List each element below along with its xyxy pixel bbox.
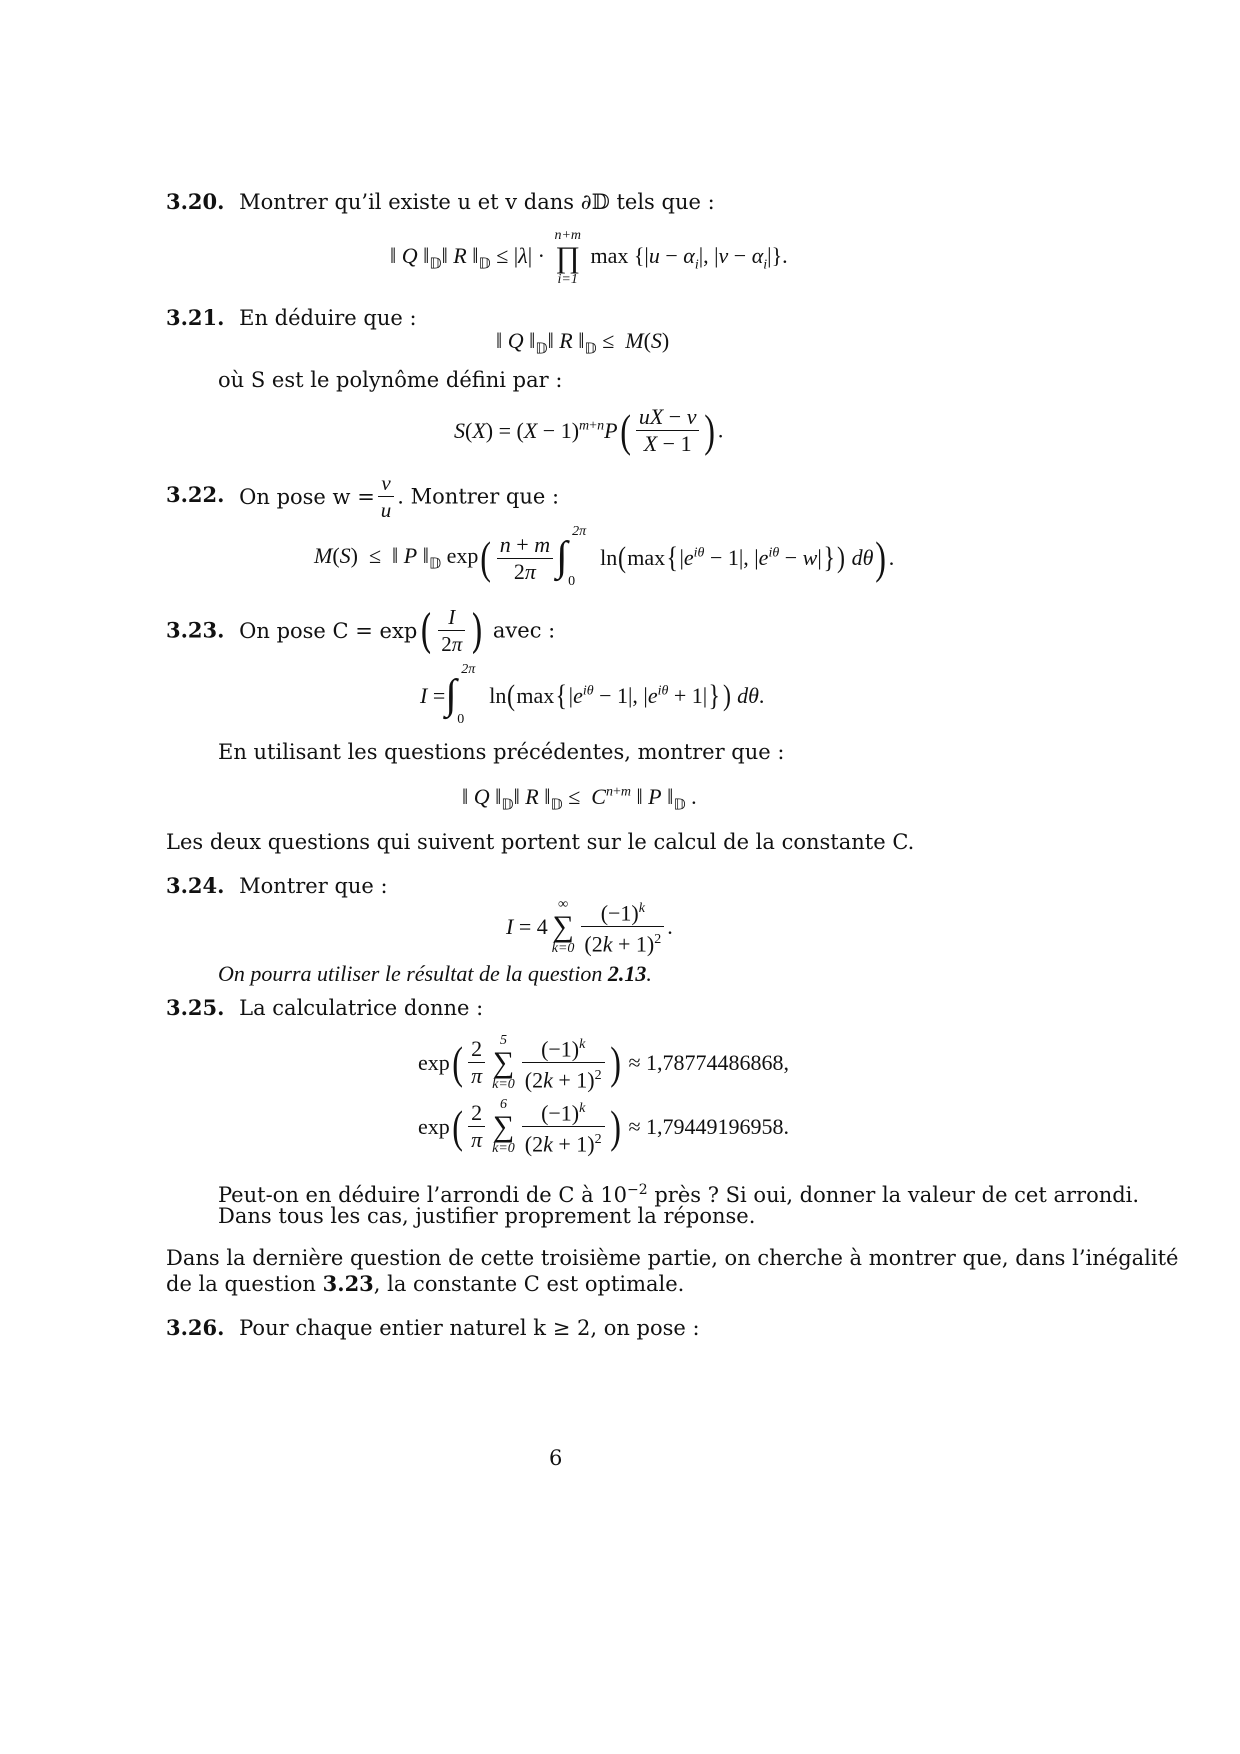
constant-intro: Les deux questions qui suivent portent sur le calcul de la constante C. — [166, 830, 915, 854]
sum-upper-limit: 5 — [499, 1032, 507, 1048]
question-number: 3.25. — [166, 995, 225, 1020]
question-text-pre: On pose w = — [239, 484, 375, 509]
question-number: 3.22. — [166, 482, 225, 507]
question-number: 3.23. — [166, 617, 225, 643]
question-3-21 — [166, 304, 417, 332]
question-number: 3.24. — [166, 873, 225, 898]
line-text-end: , la constante C est optimale. — [373, 1272, 685, 1296]
question-text-post: . Montrer que : — [397, 484, 560, 509]
question-text: Pour chaque entier naturel k ≥ 2, on pose : — [239, 1316, 700, 1340]
line-text: de la question — [166, 1272, 323, 1296]
hint-text: On pourra utiliser le résultat de la question — [218, 961, 603, 986]
calculator-value-2: ≈ 1,79449196958. — [628, 1113, 790, 1139]
final-paragraph-line2 — [166, 1270, 684, 1298]
question-reference: 3.23 — [322, 1271, 374, 1296]
formula-3-24: I = 4 ∞ ∑ k=0 $\frac{(-1)^k}{(2k + 1)^2}$ . — [506, 896, 673, 957]
polynomial-definition-text: où S est le polynôme défini par : — [218, 368, 563, 392]
question-3-20 — [166, 188, 715, 216]
sum-upper-limit: 6 — [499, 1096, 507, 1112]
hint-reference: 2.13 — [607, 961, 647, 986]
question-number: 3.21. — [166, 305, 225, 330]
formula-3-21: ‖ Q $‖_𝔻‖$ R $‖_𝔻 \le M(S)$ — [496, 328, 670, 358]
question-text: Montrer qu’il existe u et v dans ∂𝔻 tels que : — [239, 190, 715, 214]
formula-S: $S(X) = (X - 1)^{m+n}P$( $\frac{uX - v}{X - 1}$ ) . — [454, 404, 724, 456]
formula-3-23-result: ‖ Q $‖_𝔻‖$ R $‖_𝔻 \le C^{n+m}$ ‖ P $‖_𝔻$ . — [462, 784, 697, 814]
question-3-24 — [166, 872, 388, 900]
formula-3-25-line1: exp( $\frac{2}{\pi}$ 5 ∑ k=0 $\frac{(-1)^k}{(2k + 1)^2}$ ) ≈ 1,78774486868, — [418, 1032, 790, 1093]
question-3-25 — [166, 994, 483, 1022]
para-text: Peut-on en déduire l’arrondi de C à 10 — [218, 1183, 628, 1207]
question-number: 3.26. — [166, 1315, 225, 1340]
hint-3-24 — [218, 960, 652, 988]
formula-3-22: M(S) ≤ ‖ P $‖_𝔻$ exp( $\frac{n + m}{2\pi}$ ∫ 2π 0 $\ln(\max\{|e^{i\theta} - 1|$, $|e^{i\theta} - w|$}) dθ) . — [314, 524, 895, 589]
para-text-end: près ? Si oui, donner la valeur de cet arrondi. — [647, 1183, 1140, 1207]
question-number: 3.20. — [166, 189, 225, 214]
question-text-post: avec : — [492, 618, 556, 643]
final-paragraph-line1: Dans la dernière question de cette troisième partie, on cherche à montrer que, dans l’inégalité — [166, 1246, 1179, 1270]
question-3-25-para2: Dans tous les cas, justifier proprement la réponse. — [218, 1204, 756, 1228]
question-text: En déduire que : — [239, 306, 417, 330]
calculator-value-1: ≈ 1,78774486868, — [628, 1049, 790, 1075]
previous-questions-text: En utilisant les questions précédentes, montrer que : — [218, 740, 785, 764]
question-text-pre: On pose C = exp — [239, 618, 418, 643]
hint-end: . — [646, 961, 652, 986]
question-3-22: 3.22. On pose w = $\frac{v}{u}$ . Montrer que : — [166, 471, 560, 522]
question-text: La calculatrice donne : — [239, 996, 484, 1020]
question-3-26 — [166, 1314, 700, 1342]
formula-I: I = ∫ 2π 0 $\ln(\max\{|e^{i\theta} - 1|$, $|e^{i\theta} + 1|$}) dθ. — [420, 662, 765, 727]
question-3-23: 3.23. On pose C = exp( $\frac{I}{2\pi}$ ) avec : — [166, 603, 556, 658]
formula-3-20: ‖ Q $‖_𝔻‖$ R $‖_𝔻 \le |\lambda|$ · n+m ∏ i=1 $\max \{|u - \alpha_i|$, $|v - \alpha_i|$}. — [390, 228, 788, 287]
exponent: −2 — [627, 1182, 648, 1198]
question-text: Montrer que : — [239, 874, 388, 898]
page-number: 6 — [549, 1446, 563, 1470]
formula-3-25-line2: exp( $\frac{2}{\pi}$ 6 ∑ k=0 $\frac{(-1)^k}{(2k + 1)^2}$ ) ≈ 1,79449196958. — [418, 1096, 790, 1157]
